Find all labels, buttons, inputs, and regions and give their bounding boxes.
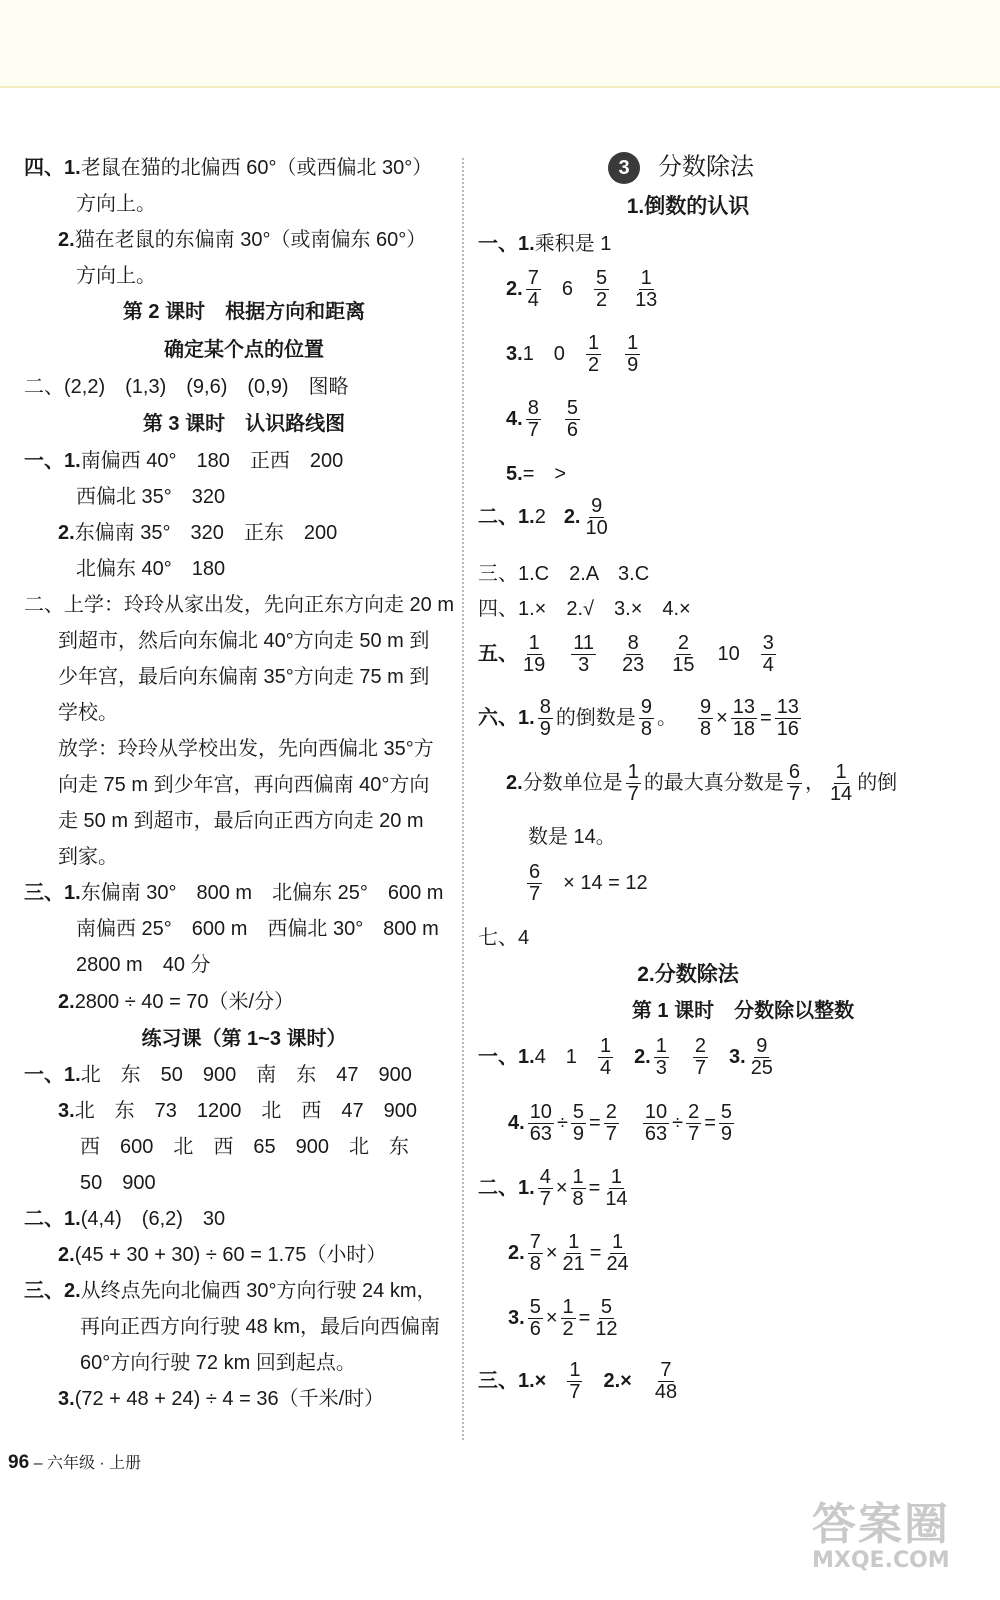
answer-line: 再向正西方向行驶 48 km，最后向西偏南	[80, 1316, 441, 1338]
answer-line: 方向上。	[76, 265, 156, 287]
answer-line: 2. $\frac{7}{8}$ × $\frac{1}{21}$ = $\frac{1}{24}$	[508, 1231, 629, 1275]
answer-line: 西 600 北 西 65 900 北 东	[80, 1136, 409, 1158]
answer-line: 2. $\frac{7}{4}$ 6 $\frac{5}{2}$ $\frac{1}{13}$	[506, 267, 658, 311]
answer-line: 60°方向行驶 72 km 回到起点。	[80, 1352, 356, 1374]
footer-dash: –	[33, 1455, 43, 1472]
answer-line: 一、1.南偏西 40° 180 正西 200	[24, 450, 344, 472]
answer-line: 2.分数单位是 $\frac{1}{7}$ 的最大真分数是 $\frac{6}{7}$ ， $\frac{1}{14}$ 的倒	[506, 761, 898, 805]
answer-line: 二、1. $\frac{4}{7}$ × $\frac{1}{8}$ = $\frac{1}{14}$	[478, 1166, 628, 1210]
answer-line: 三、1.× $\frac{1}{7}$ 2.× $\frac{7}{48}$	[478, 1359, 678, 1403]
lesson-title: 第 1 课时 分数除以整数	[631, 1000, 855, 1022]
grade-label: 六年级 · 上册	[46, 1455, 142, 1472]
chapter-heading	[608, 152, 754, 184]
answer-line: 南偏西 25° 600 m 西偏北 30° 800 m	[76, 918, 439, 940]
answer-line: 少年宫，最后向东偏南 35°方向走 75 m 到	[58, 666, 430, 688]
answer-line: 2.(45 + 30 + 30) ÷ 60 = 1.75（小时）	[58, 1244, 387, 1266]
lesson-title: 第 3 课时 认识路线图	[142, 413, 346, 435]
answer-line: 学校。	[58, 702, 118, 724]
section-title: 1.倒数的认识	[626, 195, 750, 218]
answer-line: 2.2800 ÷ 40 = 70（米/分）	[58, 991, 295, 1013]
answer-line: 五、 $\frac{1}{19}$ $\frac{11}{3}$ $\frac{8}{23}$ $\frac{2}{15}$ 10 $\frac{3}{4}$	[478, 632, 774, 676]
answer-line: 3. $\frac{5}{6}$ × $\frac{1}{2}$ = $\frac{5}{12}$	[508, 1296, 618, 1340]
answer-line: 二、1.(4,4) (6,2) 30	[24, 1208, 226, 1230]
answer-line: $\frac{6}{7}$ × 14 = 12	[529, 861, 648, 905]
answer-line: 3.(72 + 48 + 24) ÷ 4 = 36（千米/时）	[58, 1388, 385, 1410]
answer-line: 2.猫在老鼠的东偏南 30°（或南偏东 60°）	[58, 229, 427, 251]
answer-line: 三、1.东偏南 30° 800 m 北偏东 25° 600 m	[24, 882, 444, 904]
answer-line: 方向上。	[76, 193, 156, 215]
answer-line: 一、1.4 1 $\frac{1}{4}$ 2. $\frac{1}{3}$ $\frac{2}{7}$ 3. $\frac{9}{25}$	[478, 1035, 773, 1079]
answer-line: 2800 m 40 分	[76, 954, 211, 976]
answer-line: 2.东偏南 35° 320 正东 200	[58, 522, 338, 544]
page-footer	[8, 1450, 141, 1474]
answer-line: 六、1. $\frac{8}{9}$ 的倒数是 $\frac{9}{8}$ 。 $\frac{9}{8}$ × $\frac{13}{18}$ = $\frac{13}{16}$	[478, 696, 799, 740]
lesson-title: 练习课（第 1~3 课时）	[141, 1028, 347, 1050]
lesson-title: 第 2 课时 根据方向和距离	[122, 301, 366, 323]
answer-line: 三、1.C 2.A 3.C	[478, 563, 650, 585]
answer-line: 三、2.从终点先向北偏西 30°方向行驶 24 km，	[24, 1280, 437, 1302]
answer-line: 5.= >	[506, 463, 567, 485]
answer-line: 四、1.× 2.√ 3.× 4.×	[478, 598, 691, 620]
answer-line: 二、上学：玲玲从家出发，先向正东方向走 20 m	[24, 594, 455, 616]
answer-line: 一、1.北 东 50 900 南 东 47 900	[24, 1064, 412, 1086]
answer-line: 走 50 m 到超市，最后向正西方向走 20 m	[58, 810, 424, 832]
chapter-title: 分数除法	[658, 153, 754, 181]
answer-line: 北偏东 40° 180	[76, 558, 226, 580]
answer-line: 放学：玲玲从学校出发，先向西偏北 35°方	[58, 738, 434, 760]
answer-line: 50 900	[80, 1172, 156, 1194]
page-number: 96	[8, 1452, 30, 1473]
answer-line: 二、1.2 2. $\frac{9}{10}$	[478, 495, 608, 539]
chapter-number-badge: 3	[608, 152, 640, 184]
section-title: 2.分数除法	[637, 963, 739, 986]
lesson-title: 确定某个点的位置	[164, 339, 324, 361]
answer-line: 到家。	[58, 846, 118, 868]
answer-line: 西偏北 35° 320	[76, 486, 226, 508]
answer-line: 3.1 0 $\frac{1}{2}$ $\frac{1}{9}$	[506, 332, 639, 376]
answer-line: 4. $\frac{10}{63}$ ÷ $\frac{5}{9}$ = $\frac{2}{7}$ $\frac{10}{63}$ ÷ $\frac{2}{7}$ = $\frac{5}{9}$	[508, 1101, 733, 1145]
watermark-logo: 答案圈 MXQE.COM	[812, 1499, 950, 1573]
top-band	[0, 0, 1000, 88]
answer-line: 七、4	[478, 927, 530, 949]
answer-line: 3.北 东 73 1200 北 西 47 900	[58, 1100, 418, 1122]
answer-line: 一、1.乘积是 1	[478, 233, 612, 255]
answer-line: 到超市，然后向东偏北 40°方向走 50 m 到	[58, 630, 430, 652]
answer-line: 4. $\frac{8}{7}$ $\frac{5}{6}$	[506, 397, 578, 441]
answer-line: 向走 75 m 到少年宫，再向西偏南 40°方向	[58, 774, 430, 796]
answer-line: 四、1.老鼠在猫的北偏西 60°（或西偏北 30°）	[24, 157, 433, 179]
answer-line: 数是 14。	[528, 826, 616, 848]
answer-line: 二、(2,2) (1,3) (9,6) (0,9) 图略	[24, 376, 349, 398]
